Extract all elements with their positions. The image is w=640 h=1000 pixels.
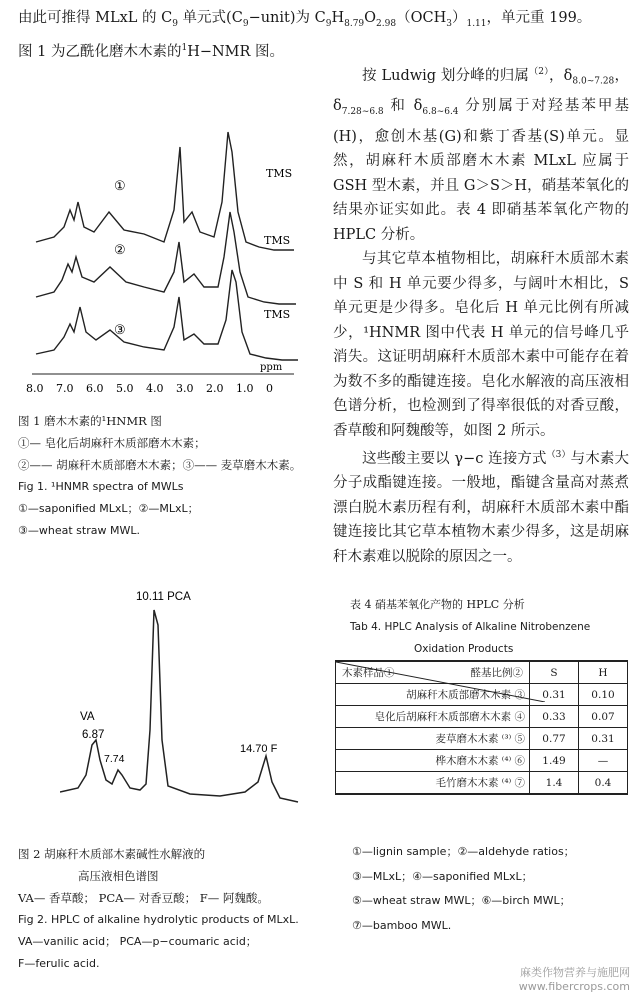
table-row	[336, 750, 628, 772]
tms-label-1: TMS	[266, 167, 293, 180]
row-s: 0.31	[530, 684, 579, 706]
row-name: 皂化后胡麻秆木质部磨木木素 ④	[336, 706, 530, 728]
table-title-en-2: Oxidation Products	[414, 643, 514, 655]
watermark-line-2: www.fibercrops.com	[518, 980, 630, 993]
intro-text	[18, 6, 628, 64]
intro-line-2: 图 1 为乙酰化磨木木素的$^1$H−NMR 图。	[18, 42, 285, 60]
fig1-caption-title-cn: 图 1 磨木木素的¹HNMR 图	[18, 414, 162, 428]
header-aldehyde: 醛基比例②	[470, 667, 523, 679]
tick-1: 1.0	[236, 382, 254, 395]
table-header-diagonal	[336, 661, 530, 684]
tick-6: 6.0	[86, 382, 104, 395]
note-line: ⑤—wheat straw MWL；⑥—birch MWL；	[352, 894, 571, 907]
spectrum-label-3: ③	[114, 323, 126, 338]
row-h: 0.10	[579, 684, 628, 706]
row-h: 0.31	[579, 728, 628, 750]
fig1-caption-en-1: ①—saponified MLxL；②—MLxL；	[18, 502, 199, 515]
table-row	[336, 728, 628, 750]
nmr-spectra-plot	[14, 92, 314, 402]
row-name: 毛竹磨木木素 ⁽⁴⁾ ⑦	[336, 772, 530, 795]
figure-2-caption	[18, 843, 328, 975]
row-s: 0.77	[530, 728, 579, 750]
note-line: ①—lignin sample；②—aldehyde ratios；	[352, 845, 575, 858]
paragraph-2: 与其它草本植物相比，胡麻秆木质部木素中 S 和 H 单元要少得多，与阔叶木相比，S 单元更是少得多。皂化后 H 单元比例有所减少，¹HNMR 图中代表 H 单元的信号峰几乎消失。这证明胡麻秆木质部木素中可能存在着为数不多的酯键连接。皂化水解液的高压液相色谱分析，也检测到了得率很低的对香豆酸，香草酸和阿魏酸等，如图 2 所示。	[333, 251, 629, 439]
figure-1-caption	[18, 410, 328, 542]
hplc-chromatogram	[60, 570, 320, 835]
header-sample: 木素样品①	[342, 667, 395, 679]
peak-va-name: VA	[80, 711, 95, 723]
peak-f-label: 14.70 F	[240, 743, 278, 755]
spectrum-label-1: ①	[114, 179, 126, 194]
ppm-label: ppm	[260, 362, 283, 373]
table-row	[336, 772, 628, 795]
table-row	[336, 706, 628, 728]
fig1-caption-title-en: Fig 1. ¹HNMR spectra of MWLs	[18, 480, 184, 493]
peak-mid-label: 7.74	[104, 753, 125, 765]
fig2-caption-title-cn-2: 高压液相色谱图	[78, 869, 159, 883]
fig2-caption-title-cn: 图 2 胡麻秆木质部木素碱性水解液的	[18, 847, 206, 861]
intro-line-1: 由此可推得 MLxL 的 $C_9$ 单元式$(C_9-unit)$为 $C_9H_{8.79}O_{2.98}(OCH_3)_{1.11}$，单元重 199。	[18, 10, 592, 29]
paragraph-1: 按 Ludwig 划分峰的归属$^{(2)}$，$\delta_{8.0\sim 7.28}$，$\delta_{7.28\sim 6.8}$ 和 $\delta_{6.8\sim 6.4}$ 分别属于对羟基苯甲基 (H)，愈创木基(G)和紫丁香基(S)单元。显然，胡麻秆木质部磨木木素 MLxL 应属于 GSH 型木素，并且 G＞S＞H，硝基苯氧化的结果亦证实如此。表 4 即硝基苯氧化产物的 HPLC 分析。	[333, 67, 630, 243]
row-name: 桦木磨木木素 ⁽⁴⁾ ⑥	[336, 750, 530, 772]
row-s: 1.49	[530, 750, 579, 772]
peak-pca-label: 10.11 PCA	[136, 591, 191, 603]
tms-label-3: TMS	[264, 308, 291, 321]
row-h: —	[579, 750, 628, 772]
row-s: 1.4	[530, 772, 579, 795]
tick-3: 3.0	[176, 382, 194, 395]
tick-8: 8.0	[26, 382, 44, 395]
tick-2: 2.0	[206, 382, 224, 395]
watermark-line-1: 麻类作物营养与施肥网	[520, 966, 630, 979]
peak-va-time: 6.87	[82, 729, 105, 741]
tms-label-2: TMS	[264, 234, 291, 247]
row-name: 麦草磨木木素 ⁽³⁾ ⑤	[336, 728, 530, 750]
tick-7: 7.0	[56, 382, 74, 395]
fig2-caption-title-en: Fig 2. HPLC of alkaline hydrolytic products of MLxL.	[18, 913, 299, 926]
table-title-cn: 表 4 硝基苯氧化产物的 HPLC 分析	[350, 598, 525, 611]
table-4-title	[350, 594, 630, 660]
spectrum-label-2: ②	[114, 243, 126, 258]
row-h: 0.4	[579, 772, 628, 795]
tick-5: 5.0	[116, 382, 134, 395]
row-h: 0.07	[579, 706, 628, 728]
fig2-caption-en-2: F—ferulic acid.	[18, 957, 100, 970]
axis-ticks	[26, 382, 273, 395]
body-text	[333, 60, 629, 569]
row-s: 0.33	[530, 706, 579, 728]
fig1-caption-en-2: ③—wheat straw MWL.	[18, 524, 140, 537]
figure-1-nmr	[14, 92, 314, 402]
fig1-caption-cn-2: ②—— 胡麻秆木质部磨木木素；③—— 麦草磨木木素。	[18, 458, 302, 472]
table-4-notes	[352, 840, 632, 938]
table-4	[335, 660, 628, 795]
row-name: 胡麻秆木质部磨木木素 ③	[336, 684, 530, 706]
watermark	[420, 966, 630, 994]
header-s: S	[530, 661, 579, 684]
tick-0: 0	[266, 382, 273, 395]
fig2-caption-en-1: VA—vanilic acid； PCA—p−coumaric acid；	[18, 935, 257, 948]
fig2-caption-cn-1: VA— 香草酸； PCA— 对香豆酸； F— 阿魏酸。	[18, 891, 269, 905]
figure-2-hplc	[60, 570, 320, 835]
chromatogram-trace	[60, 610, 298, 802]
fig1-caption-cn-1: ①— 皂化后胡麻秆木质部磨木木素；	[18, 436, 206, 450]
note-line: ⑦—bamboo MWL.	[352, 918, 452, 932]
header-h: H	[579, 661, 628, 684]
table-title-en-1: Tab 4. HPLC Analysis of Alkaline Nitrobenzene	[350, 621, 591, 633]
paragraph-3: 这些酸主要以 γ−c 连接方式$^{(3)}$与木素大分子成酯键连接。一般地，酯键含量高对蒸煮漂白脱木素历程有利，胡麻秆木质部木素中酯键连接比其它草本植物木素少得多，这是胡麻秆木素难以脱除的原因之一。	[333, 450, 629, 565]
note-line: ③—MLxL；④—saponified MLxL；	[352, 869, 533, 883]
tick-4: 4.0	[146, 382, 164, 395]
